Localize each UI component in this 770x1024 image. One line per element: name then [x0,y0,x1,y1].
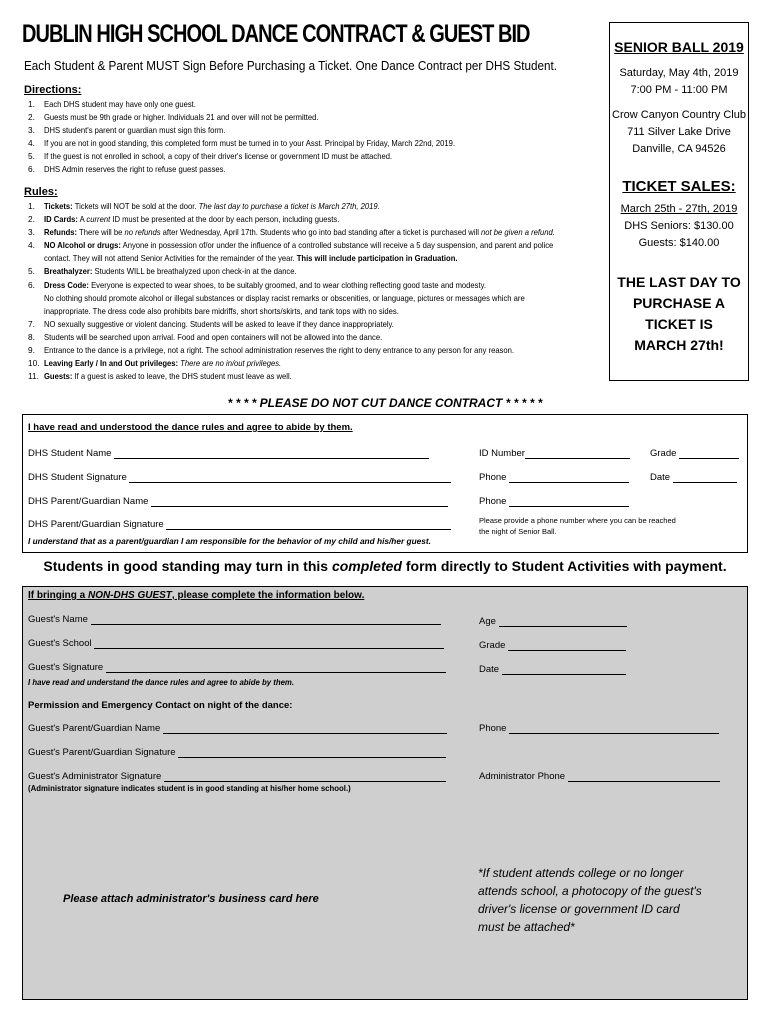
rule-label: Tickets: [44,201,73,211]
rule-text: This will include participation in Graduation. [296,253,458,264]
rule-number: 11. [28,371,39,382]
student-name-field[interactable]: DHS Student Name [28,448,429,459]
phone-note: Please provide a phone number where you can be reached the night of Senior Ball. [479,516,676,536]
event-date: Saturday, May 4th, 2019 [619,67,739,79]
rule-text: contact. They will not attend Senior Activities for the remainder of the year. [44,253,297,264]
rule-text: There are no in/out privileges. [180,358,282,369]
business-card-area: Please attach administrator's business card here [63,893,319,905]
rule-item [24,344,599,357]
rule-item [24,213,599,226]
rule-number: 4. [28,240,35,251]
direction-text: DHS Admin reserves the right to refuse guest passes. [44,164,226,175]
page-title: DUBLIN HIGH SCHOOL DANCE CONTRACT & GUEST BID [22,20,530,48]
event-time: 7:00 PM - 11:00 PM [630,84,728,96]
student-box-heading: I have read and understood the dance rules and agree to abide by them. [28,422,353,433]
grade-field[interactable]: Grade [650,448,739,459]
directions-heading: Directions: [24,84,82,96]
rule-number: 1. [28,201,35,211]
rule-text: A [77,214,87,225]
admin-phone-field[interactable]: Administrator Phone [479,771,720,782]
rules-list [24,200,599,383]
rule-item [24,370,599,383]
direction-number: 3. [28,125,35,136]
event-title: SENIOR BALL 2019 [614,39,744,55]
direction-item [24,150,491,163]
rule-item [24,226,599,239]
event-street: 711 Silver Lake Drive [627,126,731,138]
event-city: Danville, CA 94526 [632,143,726,155]
rule-text: no refunds [124,227,161,238]
ticket-sales-dates: March 25th - 27th, 2019 [620,203,738,215]
rule-item [24,279,599,292]
direction-text: If you are not in good standing, this completed form must be turned in to your Asst. Principal by Friday, March 22nd, 2019. [44,138,455,149]
rule-text: NO sexually suggestive or violent dancing. Students will be asked to leave if they dance inappropriately. [44,318,394,329]
rule-text: Tickets will NOT be sold at the door. [72,201,199,211]
directions-list [24,98,491,177]
rule-label: Leaving Early / In and Out privileges: [44,358,179,369]
direction-number: 5. [28,151,35,162]
rule-number: 5. [28,266,35,277]
student-signature-field[interactable]: DHS Student Signature [28,472,451,483]
rule-item [24,357,599,370]
rule-number: 2. [28,214,35,225]
rule-item [24,331,599,344]
page-subtitle: Each Student & Parent MUST Sign Before Purchasing a Ticket. One Dance Contract per DHS Student. [24,58,558,73]
student-contract-box [22,414,748,553]
guest-parent-signature-field[interactable]: Guest's Parent/Guardian Signature [28,747,446,758]
rule-label: Guests: [44,371,73,382]
rule-text: not be given a refund. [481,227,555,238]
responsibility-statement: I understand that as a parent/guardian I am responsible for the behavior of my child and his/her guest. [28,536,431,546]
direction-item [24,124,491,137]
last-day-notice: THE LAST DAY TO PURCHASE A TICKET IS MARCH 27th! [617,274,741,353]
rule-item [24,292,599,305]
guest-parent-phone-field[interactable]: Phone [479,723,719,734]
rule-text: Entrance to the dance is a privilege, not a right. The school administration reserves the right to deny entrance to any person for any reason. [44,345,514,356]
rule-text: current [86,214,111,225]
senior-price: DHS Seniors: $130.00 [624,220,734,232]
direction-text: Each DHS student may have only one guest. [44,99,196,109]
rule-text: No clothing should promote alcohol or illegal substances or display racist remarks or obscenities, or language, pictures or messages which are [44,292,525,303]
guest-price: Guests: $140.00 [638,237,720,249]
rule-text: Everyone is expected to wear shoes, to be suitably groomed, and to wear clothing reflecting good taste and modesty. [88,279,486,290]
guest-age-field[interactable]: Age [479,616,627,627]
rule-item [24,265,599,278]
guest-name-field[interactable]: Guest's Name [28,614,441,625]
rule-number: 9. [28,345,35,356]
guest-grade-field[interactable]: Grade [479,640,626,651]
parent-name-field[interactable]: DHS Parent/Guardian Name [28,496,448,507]
rule-item [24,305,599,318]
direction-number: 6. [28,164,35,175]
guest-agree-statement: I have read and understand the dance rules and agree to abide by them. [28,678,295,687]
rule-text: after Wednesday, April 17th. Students who go into bad standing after a ticket is purchased will [160,227,482,238]
guest-date-field[interactable]: Date [479,664,626,675]
direction-text: If the guest is not enrolled in school, a copy of their driver's license or government ID must be attached. [44,151,393,162]
rule-item [24,252,599,265]
rules-heading: Rules: [24,186,58,198]
direction-number: 1. [28,99,35,109]
permission-heading: Permission and Emergency Contact on night of the dance: [28,700,293,711]
rule-number: 3. [28,227,35,238]
rule-text: Anyone in possession of/or under the influence of a controlled substance will receive a 5 day suspension, and parent and police [120,240,554,251]
guest-box-heading: If bringing a NON-DHS GUEST, please complete the information below. [28,590,365,601]
parent-signature-field[interactable]: DHS Parent/Guardian Signature [28,519,451,530]
rule-text: Students will be searched upon arrival. Food and open containers will not be allowed into the dance. [44,331,383,342]
rule-text: If a guest is asked to leave, the DHS student must leave as well. [72,371,292,382]
guest-parent-name-field[interactable]: Guest's Parent/Guardian Name [28,723,447,734]
rule-item [24,318,599,331]
direction-number: 2. [28,112,35,123]
rule-number: 10. [28,358,40,369]
ticket-sales-title: TICKET SALES: [622,178,736,195]
parent-phone-field[interactable]: Phone [479,496,629,507]
direction-text: Guests must be 9th grade or higher. Individuals 21 and over will not be permitted. [44,112,319,123]
rule-text: ID must be presented at the door by each person, including guests. [110,214,340,225]
guest-info-box [22,586,748,1000]
event-info-panel [609,22,749,381]
rule-item [24,200,599,213]
rule-label: Dress Code: [44,279,89,290]
admin-signature-note: (Administrator signature indicates student is in good standing at his/her home school.) [28,784,351,793]
guest-signature-field[interactable]: Guest's Signature [28,662,446,673]
direction-item [24,111,491,124]
rule-item [24,239,599,252]
rule-number: 8. [28,331,35,342]
rule-number: 6. [28,279,35,290]
rule-label: ID Cards: [44,214,78,225]
do-not-cut-banner: * * * * PLEASE DO NOT CUT DANCE CONTRACT * * * * * [227,396,543,410]
direction-item [24,163,491,176]
rule-label: Breathalyzer: [44,266,93,277]
good-standing-note: Students in good standing may turn in this completed form directly to Student Activities with payment. [43,558,727,574]
rule-number: 7. [28,318,35,329]
rule-label: Refunds: [44,227,78,238]
direction-number: 4. [28,138,35,149]
rule-label: NO Alcohol or drugs: [44,240,121,251]
rule-text: The last day to purchase a ticket is March 27th, 2019. [198,201,380,211]
rule-text: Students WILL be breathalyzed upon check-in at the dance. [92,266,297,277]
event-venue: Crow Canyon Country Club [612,109,746,121]
student-phone-field[interactable]: Phone [479,472,629,483]
direction-item [24,137,491,150]
direction-item [24,98,491,111]
admin-signature-field[interactable]: Guest's Administrator Signature [28,771,446,782]
date-field[interactable]: Date [650,472,737,483]
guest-school-field[interactable]: Guest's School [28,638,444,649]
direction-text: DHS student's parent or guardian must sign this form. [44,125,226,136]
rule-text: inappropriate. The dress code also prohibits bare midriffs, short shorts/skirts, and tank tops with no sides. [44,305,399,316]
id-number-field[interactable]: ID Number [479,448,630,459]
college-note: *If student attends college or no longer attends school, a photocopy of the guest's driver's license or government ID card must be attached* [478,866,702,934]
rule-text: There will be [77,227,125,238]
